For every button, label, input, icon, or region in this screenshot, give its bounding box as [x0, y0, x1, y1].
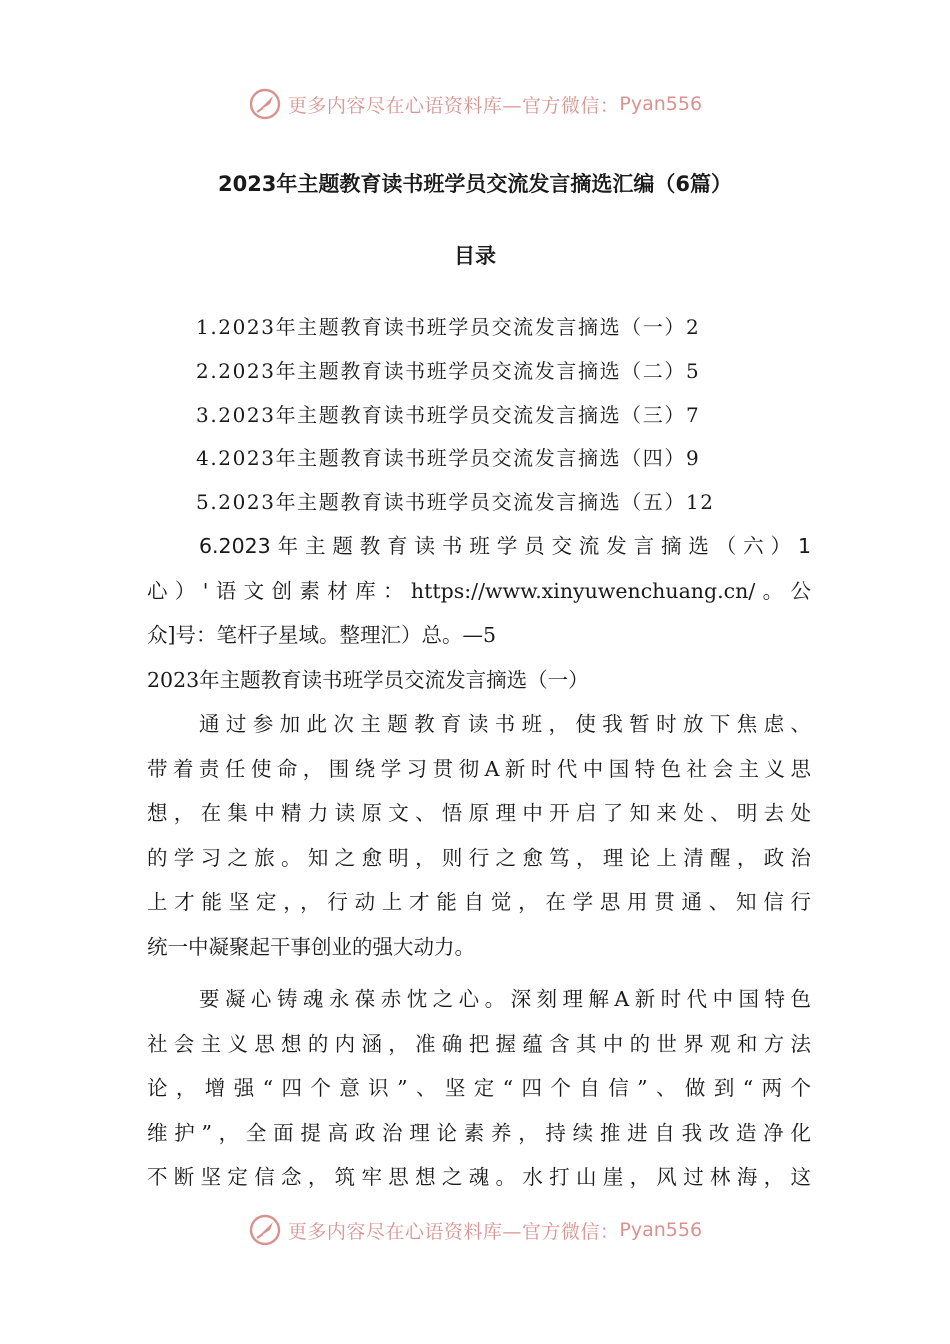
- toc-heading: 目录: [454, 244, 496, 268]
- para1-line-6: 统一中凝聚起干事创业的强大动力。: [147, 934, 475, 959]
- toc-entry-6-line-3: 众]号：笔杆子星域。整理汇）总。—5: [147, 623, 497, 647]
- para2-line-2: 社会主义思想的内涵，准确把握蕴含其中的世界观和方法: [147, 1031, 811, 1056]
- banner-text: 更多内容尽在心语资料库—官方微信：: [287, 94, 620, 117]
- para2-line-4: 维护”，全面提高政治理论素养，持续推进自我改造净化: [147, 1120, 811, 1145]
- para1-line-4: 的学习之旅。知之愈明，则行之愈笃，理论上清醒，政治: [147, 845, 811, 870]
- footer-watermark-banner: [0, 1210, 950, 1250]
- para1-line-3: 想，在集中精力读原文、悟原理中开启了知来处、明去处: [147, 801, 811, 825]
- body-text: [147, 530, 811, 1206]
- toc-entry-6-line-2: 心）'语文创素材库：https://www.xinyuwenchuang.cn/。公: [147, 578, 811, 603]
- banner-text: 更多内容尽在心语资料库—官方微信：: [287, 1220, 620, 1243]
- para1-line-1: 通过参加此次主题教育读书班，使我暂时放下焦虑、: [199, 712, 811, 736]
- para1-line-5: 上才能坚定，，行动上才能自觉，在学思用贯通、知信行: [147, 890, 811, 914]
- quill-logo-icon: [248, 1213, 282, 1247]
- section-title: 2023年主题教育读书班学员交流发言摘选（一）: [147, 667, 589, 692]
- quill-logo-icon: [248, 87, 282, 121]
- toc-entry-3[interactable]: 3.2023年主题教育读书班学员交流发言摘选（三）7: [196, 402, 701, 427]
- toc-entry-2[interactable]: 2.2023年主题教育读书班学员交流发言摘选（二）5: [196, 358, 701, 383]
- header-watermark-banner: [0, 84, 950, 124]
- para1-line-2: 带着责任使命，围绕学习贯彻A新时代中国特色社会主义思: [147, 756, 811, 781]
- para2-line-3: 论，增强“四个意识”、坚定“四个自信”、做到“两个: [147, 1076, 811, 1100]
- para2-line-1: 要凝心铸魂永葆赤忱之心。深刻理解A新时代中国特色: [199, 987, 811, 1011]
- toc-entry-1[interactable]: 1.2023年主题教育读书班学员交流发言摘选（一）2: [196, 315, 701, 339]
- toc-entry-4[interactable]: 4.2023年主题教育读书班学员交流发言摘选（四）9: [196, 446, 701, 471]
- banner-wechat-id: Pyan556: [619, 93, 703, 115]
- toc-entry-5[interactable]: 5.2023年主题教育读书班学员交流发言摘选（五）12: [196, 490, 715, 515]
- document-title: 2023年主题教育读书班学员交流发言摘选汇编（6篇）: [217, 172, 733, 196]
- table-of-contents: [196, 312, 836, 531]
- para2-line-5: 不断坚定信念，筑牢思想之魂。水打山崖，风过林海，这: [147, 1165, 811, 1189]
- toc-entry-6[interactable]: 6.2023年主题教育读书班学员交流发言摘选（六）1: [199, 534, 811, 558]
- banner-wechat-id: Pyan556: [619, 1219, 703, 1241]
